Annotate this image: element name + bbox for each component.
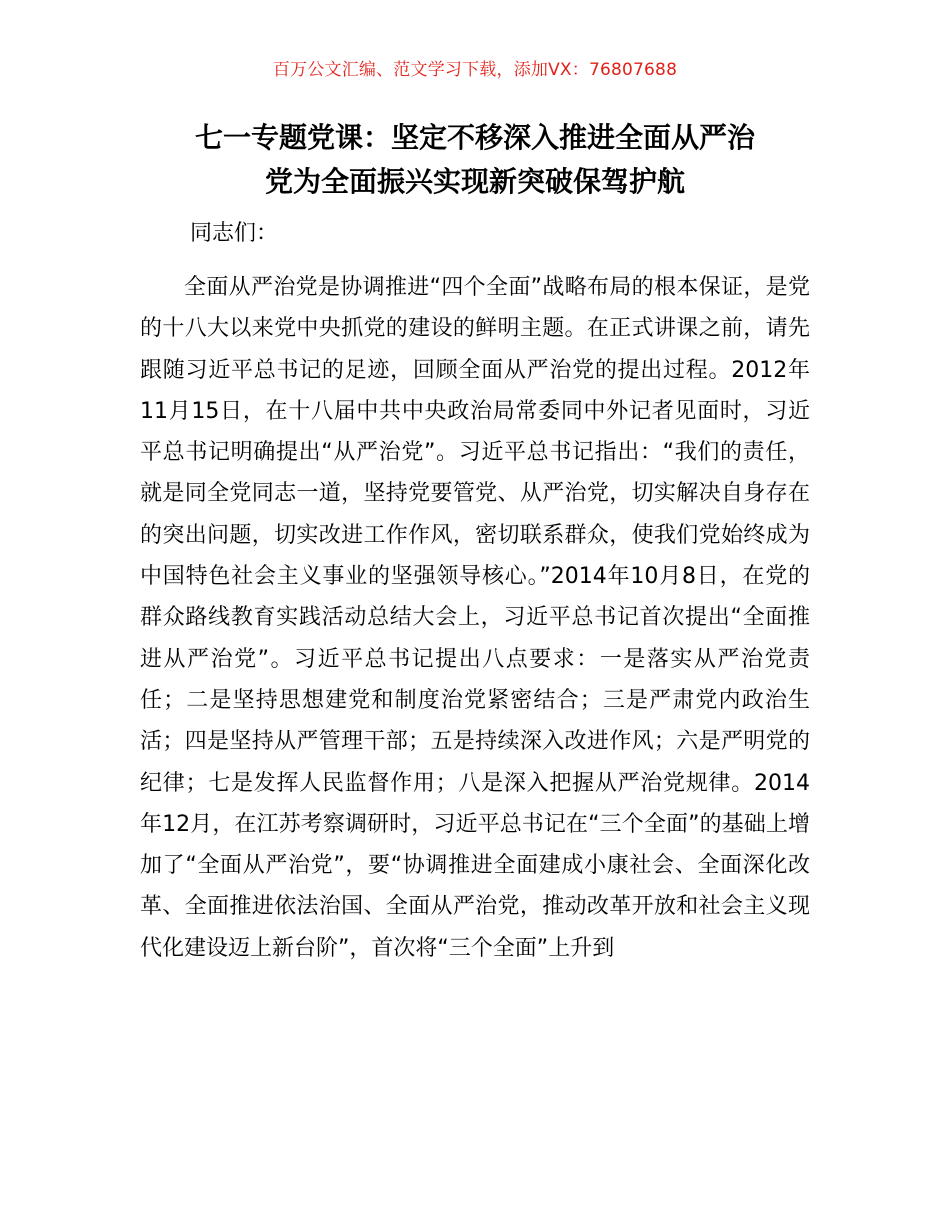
body-paragraph: 全面从严治党是协调推进“四个全面”战略布局的根本保证，是党的十八大以来党中央抓党的建设的鲜明主题。在正式讲课之前，请先跟随习近平总书记的足迹，回顾全面从严治党的提出过程。2012年11月15日，在十八届中共中央政治局常委同中外记者见面时，习近平总书记明确提出“从严治党”。习近平总书记指出：“我们的责任，就是同全党同志一道，坚持党要管党、从严治党，切实解决自身存在的突出问题，切实改进工作作风，密切联系群众，使我们党始终成为中国特色社会主义事业的坚强领导核心。”2014年10月8日，在党的群众路线教育实践活动总结大会上，习近平总书记首次提出“全面推进从严治党”。习近平总书记提出八点要求：一是落实从严治党责任；二是坚持思想建党和制度治党紧密结合；三是严肃党内政治生活；四是坚持从严管理干部；五是持续深入改进作风；六是严明党的纪律；七是发挥人民监督作用；八是深入把握从严治党规律。2014年12月，在江苏考察调研时，习近平总书记在“三个全面”的基础上增加了“全面从严治党”，要“协调推进全面建成小康社会、全面深化改革、全面推进依法治国、全面从严治党，推动改革开放和社会主义现代化建设迈上新台阶”，首次将“三个全面”上升到 [140,275,810,961]
salutation: 同志们： [190,221,279,246]
title-line-2: 党为全面振兴实现新突破保驾护航 [264,165,685,198]
document-title [120,116,830,204]
header-watermark-note: 百万公文汇编、范文学习下载，添加VX：76807688 [272,60,678,80]
title-line-1: 七一专题党课：坚定不移深入推进全面从严治 [194,121,755,154]
